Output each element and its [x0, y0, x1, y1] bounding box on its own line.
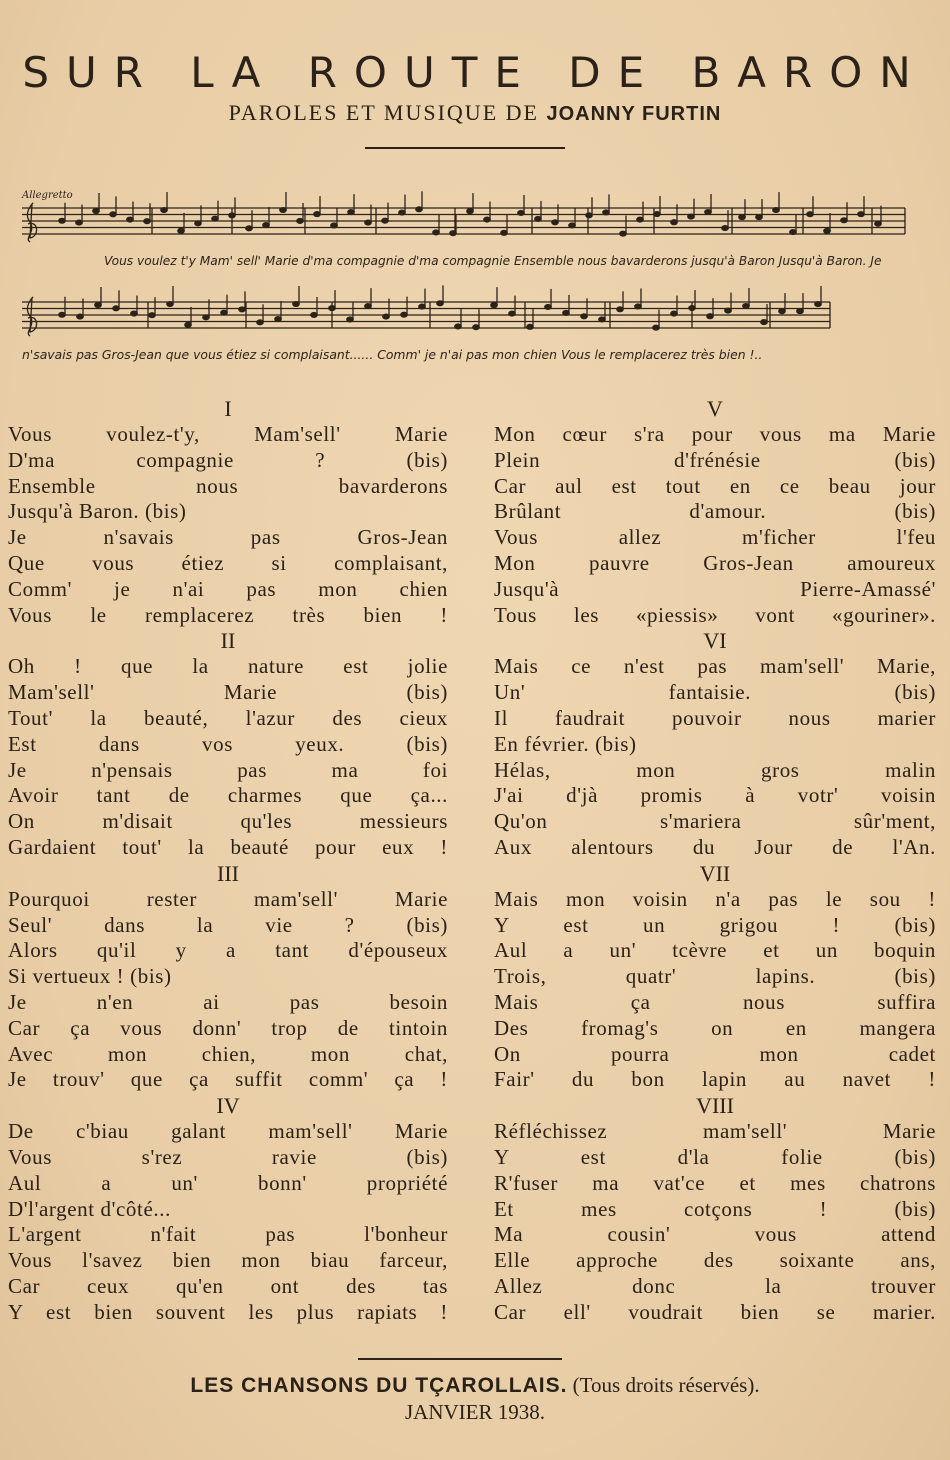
verse-line: Vous allez m'ficher l'feu [494, 525, 936, 550]
tempo-marking: Allegretto [22, 190, 73, 201]
right-verses-column [494, 396, 936, 1326]
verse-line: Vous l'savez bien mon biau farceur, [8, 1248, 448, 1273]
stanza [494, 396, 936, 628]
publication-date: JANVIER 1938. [405, 1400, 545, 1424]
stanza [8, 396, 448, 628]
verse-line: Mais ce n'est pas mam'sell' Marie, [494, 654, 936, 679]
verse-line: On pourra mon cadet [494, 1041, 936, 1066]
verse-line: D'l'argent d'côté... [8, 1196, 171, 1221]
verse-line: Vous voulez-t'y, Mam'sell' Marie [8, 422, 448, 446]
verse-line: On m'disait qu'les messieurs [8, 809, 448, 834]
verse-line: L'argent n'fait pas l'bonheur [8, 1222, 448, 1247]
verse-line: Jusqu'à Pierre-Amassé' [494, 576, 936, 601]
verse-line: De c'biau galant mam'sell' Marie [8, 1119, 448, 1144]
stanza-numeral: VI [703, 628, 727, 654]
verse-line: Des fromag's on en mangera [494, 1015, 936, 1040]
verse-line: Hélas, mon gros malin [494, 757, 936, 782]
verse-line: Car ça vous donn' trop de tintoin [8, 1015, 448, 1040]
stanza [8, 861, 448, 1093]
verse-line: Mais mon voisin n'a pas le sou ! [494, 886, 936, 911]
staff-2-lyrics: n'savais pas Gros-Jean que vous étiez si complaisant...... Comm' je n'ai pas mon chien Vous le remplacerez très bien !.. [22, 347, 763, 362]
verse-line: Car aul est tout en ce beau jour [494, 473, 936, 498]
verse-line: Je n'en ai pas besoin [8, 989, 448, 1014]
verse-line: En février. (bis) [494, 731, 637, 756]
rights-notice: (Tous droits réservés). [572, 1373, 760, 1397]
verse-line: Car ceux qu'en ont des tas [8, 1273, 448, 1298]
verse-line: Gardaient tout' la beauté pour eux ! [8, 834, 448, 859]
verse-line: Fair' du bon lapin au navet ! [494, 1067, 936, 1092]
stanza-numeral: IV [216, 1093, 240, 1119]
verse-line: Y est un grigou ! (bis) [494, 912, 936, 937]
verse-line: Tous les «piessis» vont «gouriner». [494, 602, 936, 627]
verse-line: Oh ! que la nature est jolie [8, 654, 448, 679]
stanza-numeral: III [217, 860, 239, 886]
verse-line: Allez donc la trouver [494, 1273, 936, 1298]
verse-line: Tout' la beauté, l'azur des cieux [8, 705, 448, 730]
song-title: SUR LA ROUTE DE BARON [22, 48, 928, 97]
verse-line: Avec mon chien, mon chat, [8, 1041, 448, 1066]
verse-line: Ensemble nous bavarderons [8, 473, 448, 498]
staff-1-lyrics: Vous voulez t'y Mam' sell' Marie d'ma compagnie d'ma compagnie Ensemble nous bavarderons jusqu'à Baron Jusqu'à Baron. Je [104, 254, 882, 268]
subtitle-prefix: PAROLES ET MUSIQUE DE [228, 100, 539, 125]
verse-line: Elle approche des soixante ans, [494, 1248, 936, 1273]
verse-line: Y est bien souvent les plus rapiats ! [8, 1299, 448, 1324]
verse-line: D'ma compagnie ? (bis) [8, 447, 448, 472]
stanza [8, 1093, 448, 1325]
stanza [8, 628, 448, 860]
verse-line: Vous s'rez ravie (bis) [8, 1144, 448, 1169]
verse-line: Est dans vos yeux. (bis) [8, 731, 448, 756]
stanza [494, 1093, 936, 1325]
verse-line: Aul a un' bonn' propriété [8, 1170, 448, 1195]
verse-line: J'ai d'jà promis à votr' voisin [494, 783, 936, 808]
verse-line: Y est d'la folie (bis) [494, 1144, 936, 1169]
verse-line: Un' fantaisie. (bis) [494, 680, 936, 705]
verse-line: Mais ça nous suffira [494, 989, 936, 1014]
verse-line: Je n'savais pas Gros-Jean [8, 525, 448, 550]
verse-line: Si vertueux ! (bis) [8, 964, 172, 989]
verse-line: Pourquoi rester mam'sell' Marie [8, 886, 448, 911]
staff-1 [22, 191, 905, 242]
stanza-numeral: I [224, 396, 232, 421]
verse-line: Brûlant d'amour. (bis) [494, 499, 936, 524]
stanza-numeral: II [220, 628, 236, 654]
verse-line: Aul a un' tcèvre et un boquin [494, 938, 936, 963]
verse-line: Trois, quatr' lapins. (bis) [494, 964, 936, 989]
verse-line: Mon pauvre Gros-Jean amoureux [494, 550, 936, 575]
left-verses-column [8, 396, 448, 1326]
stanza-numeral: VIII [696, 1093, 734, 1119]
stanza [494, 861, 936, 1093]
publisher-name: LES CHANSONS DU TÇAROLLAIS. [190, 1374, 568, 1397]
stanza-numeral: VII [699, 860, 731, 886]
verse-line: Seul' dans la vie ? (bis) [8, 912, 448, 937]
stanza [494, 628, 936, 860]
staff-2 [22, 285, 830, 336]
verse-line: Car ell' voudrait bien se marier. [494, 1299, 936, 1324]
verse-line: Vous le remplacerez très bien ! [8, 602, 448, 627]
verse-line: Je n'pensais pas ma foi [8, 757, 448, 782]
verse-line: Ma cousin' vous attend [494, 1222, 936, 1247]
verse-line: Je trouv' que ça suffit comm' ça ! [8, 1067, 448, 1092]
verse-line: Jusqu'à Baron. (bis) [8, 499, 187, 524]
verse-line: Il faudrait pouvoir nous marier [494, 705, 936, 730]
verse-line: Plein d'frénésie (bis) [494, 447, 936, 472]
verse-line: Que vous étiez si complaisant, [8, 550, 448, 575]
author-name: JOANNY FURTIN [546, 103, 722, 125]
verse-line: Et mes cotçons ! (bis) [494, 1196, 936, 1221]
verse-line: R'fuser ma vat'ce et mes chatrons [494, 1170, 936, 1195]
verse-line: Mon cœur s'ra pour vous ma Marie [494, 422, 936, 446]
verse-line: Mam'sell' Marie (bis) [8, 680, 448, 705]
verse-line: Comm' je n'ai pas mon chien [8, 576, 448, 601]
stanza-numeral: V [707, 396, 723, 421]
verse-line: Réfléchissez mam'sell' Marie [494, 1119, 936, 1144]
sheet-music [0, 0, 950, 380]
footer [0, 1372, 950, 1425]
verse-line: Aux alentours du Jour de l'An. [494, 834, 936, 859]
verse-line: Avoir tant de charmes que ça... [8, 783, 448, 808]
footer-divider [358, 1358, 562, 1360]
verse-line: Alors qu'il y a tant d'épouseux [8, 938, 448, 963]
verse-line: Qu'on s'mariera sûr'ment, [494, 809, 936, 834]
